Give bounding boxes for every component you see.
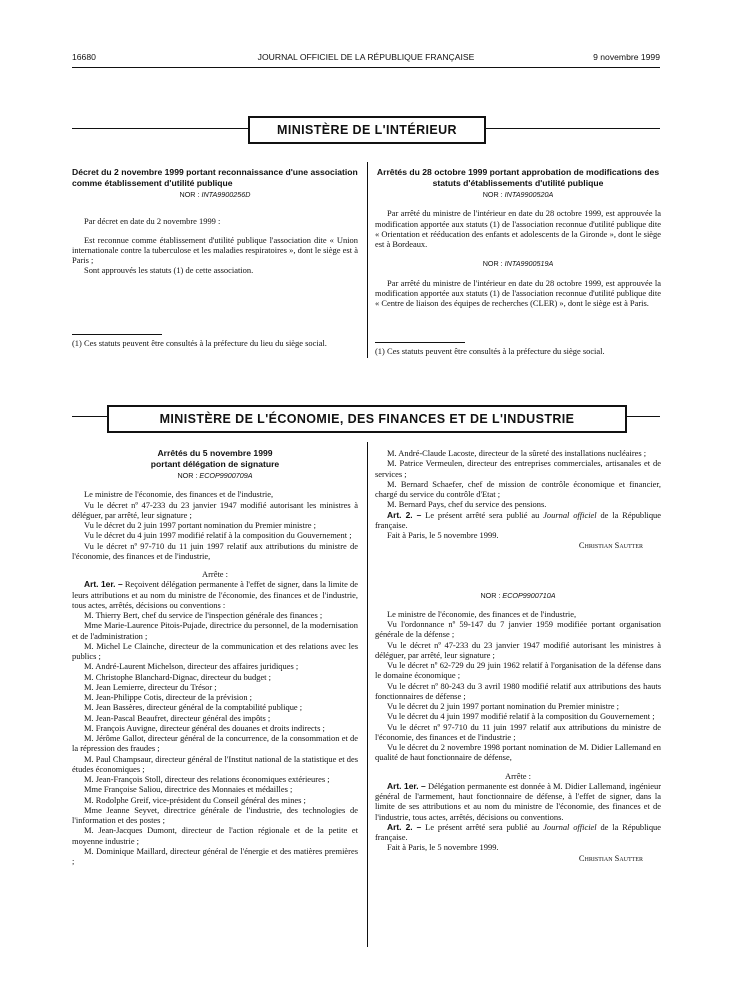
section2-left-column — [72, 448, 358, 866]
article-label: Art. 2. – — [387, 509, 422, 520]
column-separator — [367, 162, 368, 358]
paragraph: Vu le décret du 2 juin 1997 portant nomination du Premier ministre ; — [84, 520, 316, 530]
paragraph: Le ministre de l'économie, des finances et de l'industrie, — [84, 489, 274, 500]
nor-code: ECOP9900710A — [502, 590, 556, 600]
list-item: M. Christophe Blanchard-Dignac, directeur du budget ; — [84, 671, 271, 682]
section1-left-column — [72, 167, 358, 276]
list-item: M. Jean-François Stoll, directeur des relations économiques extérieures ; — [84, 774, 330, 784]
paragraph: Vu le décret nº 97-710 du 11 juin 1997 relatif aux attributions du ministre de l'économie, des finances et de l'industrie ; — [375, 721, 661, 742]
journal-name: Journal officiel — [543, 509, 597, 520]
decree-title: Décret du 2 novembre 1999 portant reconnaissance d'une association comme établissement d'utilité publique — [72, 167, 358, 188]
article-label: Art. 1er. – — [84, 579, 123, 590]
paragraph: Vu le décret du 4 juin 1997 modifié relatif à la composition du Gouvernement ; — [387, 711, 655, 722]
list-item: M. Jérôme Gallot, directeur général de la concurrence, de la consommation et de la répression des fraudes ; — [72, 733, 358, 754]
list-item: M. Jean Bassères, directeur général de la comptabilité publique ; — [84, 702, 303, 713]
nor-code: INTA9900256D — [201, 190, 251, 199]
paragraph: Le ministre de l'économie, des finances et de l'industrie, — [387, 608, 577, 619]
signature: Christian Sautter — [578, 540, 643, 551]
paragraph: Vu le décret du 2 juin 1997 portant nomination du Premier ministre ; — [387, 701, 619, 711]
list-item: M. Jean-Philippe Cotis, directeur de la prévision ; — [84, 692, 253, 702]
nor-code: INTA9900520A — [504, 190, 554, 199]
list-item: M. Thierry Bert, chef du service de l'inspection générale des finances ; — [84, 610, 323, 620]
nor-reference: NOR : ECOP9900709A — [177, 471, 253, 480]
paragraph: Vu le décret nº 97-710 du 11 juin 1997 relatif aux attributions du ministre de l'économie, des finances et de l'industrie, — [72, 540, 358, 561]
done-at: Fait à Paris, le 5 novembre 1999. — [387, 842, 499, 853]
footnote: (1) Ces statuts peuvent être consultés à la préfecture du lieu du siège social. — [72, 338, 327, 348]
list-item: M. Jean Lemierre, directeur du Trésor ; — [84, 681, 217, 692]
article-label: Art. 1er. – — [387, 780, 426, 791]
article-1: Art. 1er. – Reçoivent délégation permanente à l'effet de signer, dans la limite de leurs attributions et au nom du ministre de l'économie, des finances et de l'industrie, tous actes, arrêtés, décisions ou conventions : — [72, 579, 358, 610]
article-label: Art. 2. – — [387, 821, 422, 832]
header-rule — [72, 67, 660, 68]
signature: Christian Sautter — [578, 852, 643, 863]
arretes-subtitle: portant délégation de signature — [150, 458, 280, 469]
list-item: Mme Françoise Saliou, directrice des Monnaies et médailles ; — [84, 784, 293, 795]
paragraph: Vu l'ordonnance nº 59-147 du 7 janvier 1959 modifiée portant organisation générale de la défense ; — [375, 619, 661, 640]
done-at: Fait à Paris, le 5 novembre 1999. — [387, 530, 499, 540]
section2-right-column — [375, 448, 661, 863]
nor-reference: NOR : INTA9900519A — [482, 259, 554, 269]
nor-reference: NOR : ECOP9900710A — [480, 590, 556, 600]
paragraph: Vu le décret nº 62-729 du 29 juin 1962 relatif à l'organisation de la défense dans le domaine économique ; — [375, 660, 661, 681]
arrete-label: Arrête : — [504, 770, 531, 781]
list-item: M. Michel Le Clainche, directeur de la communication et des relations avec les publics ; — [72, 640, 358, 661]
list-item: M. Bernard Schaefer, chef de mission de contrôle économique et financier, chargé du service du contrôle d'Etat ; — [375, 478, 661, 499]
list-item: M. Paul Champsaur, directeur général de l'Institut national de la statistique et des études économiques ; — [72, 753, 358, 774]
journal-name: Journal officiel — [543, 821, 597, 832]
paragraph: Vu le décret du 4 juin 1997 modifié relatif à la composition du Gouvernement ; — [84, 530, 352, 541]
article-2: Art. 2. – Le présent arrêté sera publié au Journal officiel de la République française. — [375, 821, 662, 842]
paragraph: Par décret en date du 2 novembre 1999 : — [84, 216, 221, 227]
paragraph: Vu le décret du 2 novembre 1998 portant nomination de M. Didier Lallemand en qualité de haut fonctionnaire de défense, — [375, 742, 661, 763]
paragraph: Est reconnue comme établissement d'utilité publique l'association dite « Union internationale contre la tuberculose et les maladies respiratoires », dont le siège est à Paris ; — [72, 234, 358, 265]
footnote-rule — [375, 342, 465, 343]
issue-date: 9 novembre 1999 — [593, 52, 660, 62]
list-item: M. Dominique Maillard, directeur général de l'énergie et des matières premières ; — [72, 845, 358, 866]
arrete-label: Arrête : — [201, 569, 228, 579]
running-header — [72, 52, 660, 64]
nor-reference: NOR : INTA9900520A — [482, 190, 554, 199]
paragraph: Vu le décret nº 47-233 du 23 janvier 1947 modifié autorisant les ministres à déléguer, par arrêté, leur signature ; — [375, 639, 661, 660]
section1-right-footnote — [375, 346, 661, 356]
footnote-rule — [72, 334, 162, 335]
article-2: Art. 2. – Le présent arrêté sera publié au Journal officiel de la République française. — [375, 509, 662, 530]
footnote: (1) Ces statuts peuvent être consultés à la préfecture du siège social. — [375, 346, 605, 356]
section1-left-footnote — [72, 338, 358, 348]
paragraph: Vu le décret nº 47-233 du 23 janvier 1947 modifié autorisant les ministres à déléguer, par arrêté, leur signature ; — [72, 499, 358, 520]
paragraph: Par arrêté du ministre de l'intérieur en date du 28 octobre 1999, est approuvée la modification apportée aux statuts (1) de l'association reconnue d'utilité publique dite « Centre de liaison des équipes de recherches (CLER) », dont le siège est à Paris. — [375, 277, 661, 308]
arretes-title: Arrêtés du 5 novembre 1999 — [157, 448, 273, 458]
article-1: Art. 1er. – Délégation permanente est donnée à M. Didier Lallemand, ingénieur général de l'armement, haut fonctionnaire de défense, à l'effet de signer, dans la limite de ses attributions et au nom du ministre de l'économie, des finances et de l'industrie, tous actes, arrêtés, décisions ou conventions. — [375, 780, 661, 822]
list-item: M. François Auvigne, directeur général des douanes et droits indirects ; — [84, 722, 325, 733]
arrete-title: Arrêtés du 28 octobre 1999 portant approbation de modifications des statuts d'établissements d'utilité publique — [376, 167, 660, 188]
list-item: M. Rodolphe Greif, vice-président du Conseil général des mines ; — [84, 794, 306, 805]
paragraph: Vu le décret nº 80-243 du 3 avril 1980 modifié relatif aux attributions des hauts fonctionnaires de défense ; — [375, 680, 661, 701]
list-item: M. Jean-Jacques Dumont, directeur de l'action régionale et de la petite et moyenne industrie ; — [72, 825, 358, 846]
list-item: M. Bernard Pays, chef du service des pensions. — [387, 499, 547, 510]
list-item: M. Patrice Vermeulen, directeur des entreprises commerciales, artisanales et de services ; — [375, 458, 661, 479]
nor-code: INTA9900519A — [504, 259, 554, 269]
page-number: 16680 — [72, 52, 96, 62]
nor-reference: NOR : INTA9900256D — [179, 190, 251, 199]
paragraph: Sont approuvés les statuts (1) de cette association. — [84, 265, 254, 276]
section1-right-column — [375, 167, 661, 308]
column-separator — [367, 442, 368, 947]
ministry-interieur-box: MINISTÈRE DE L'INTÉRIEUR — [248, 116, 486, 144]
nor-code: ECOP9900709A — [199, 471, 253, 480]
ministry-economie-box: MINISTÈRE DE L'ÉCONOMIE, DES FINANCES ET DE L'INDUSTRIE — [107, 405, 627, 433]
list-item: M. Jean-Pascal Beaufret, directeur général des impôts ; — [84, 712, 271, 723]
journal-title: JOURNAL OFFICIEL DE LA RÉPUBLIQUE FRANÇAISE — [257, 52, 475, 62]
list-item: M. André-Claude Lacoste, directeur de la sûreté des installations nucléaires ; — [387, 448, 647, 458]
paragraph: Par arrêté du ministre de l'intérieur en date du 28 octobre 1999, est approuvée la modification apportée aux statuts (1) de l'association reconnue d'utilité publique dite « Orientation et rééducation des enfants et adolescents de la Gironde », dont le siège est à Bordeaux. — [375, 208, 661, 249]
list-item: M. André-Laurent Michelson, directeur des affaires juridiques ; — [84, 661, 299, 672]
list-item: Mme Marie-Laurence Pitois-Pujade, directrice du personnel, de la modernisation et de l'administration ; — [72, 620, 358, 641]
list-item: Mme Jeanne Seyvet, directrice générale de l'industrie, des technologies de l'information et des postes ; — [72, 804, 358, 825]
